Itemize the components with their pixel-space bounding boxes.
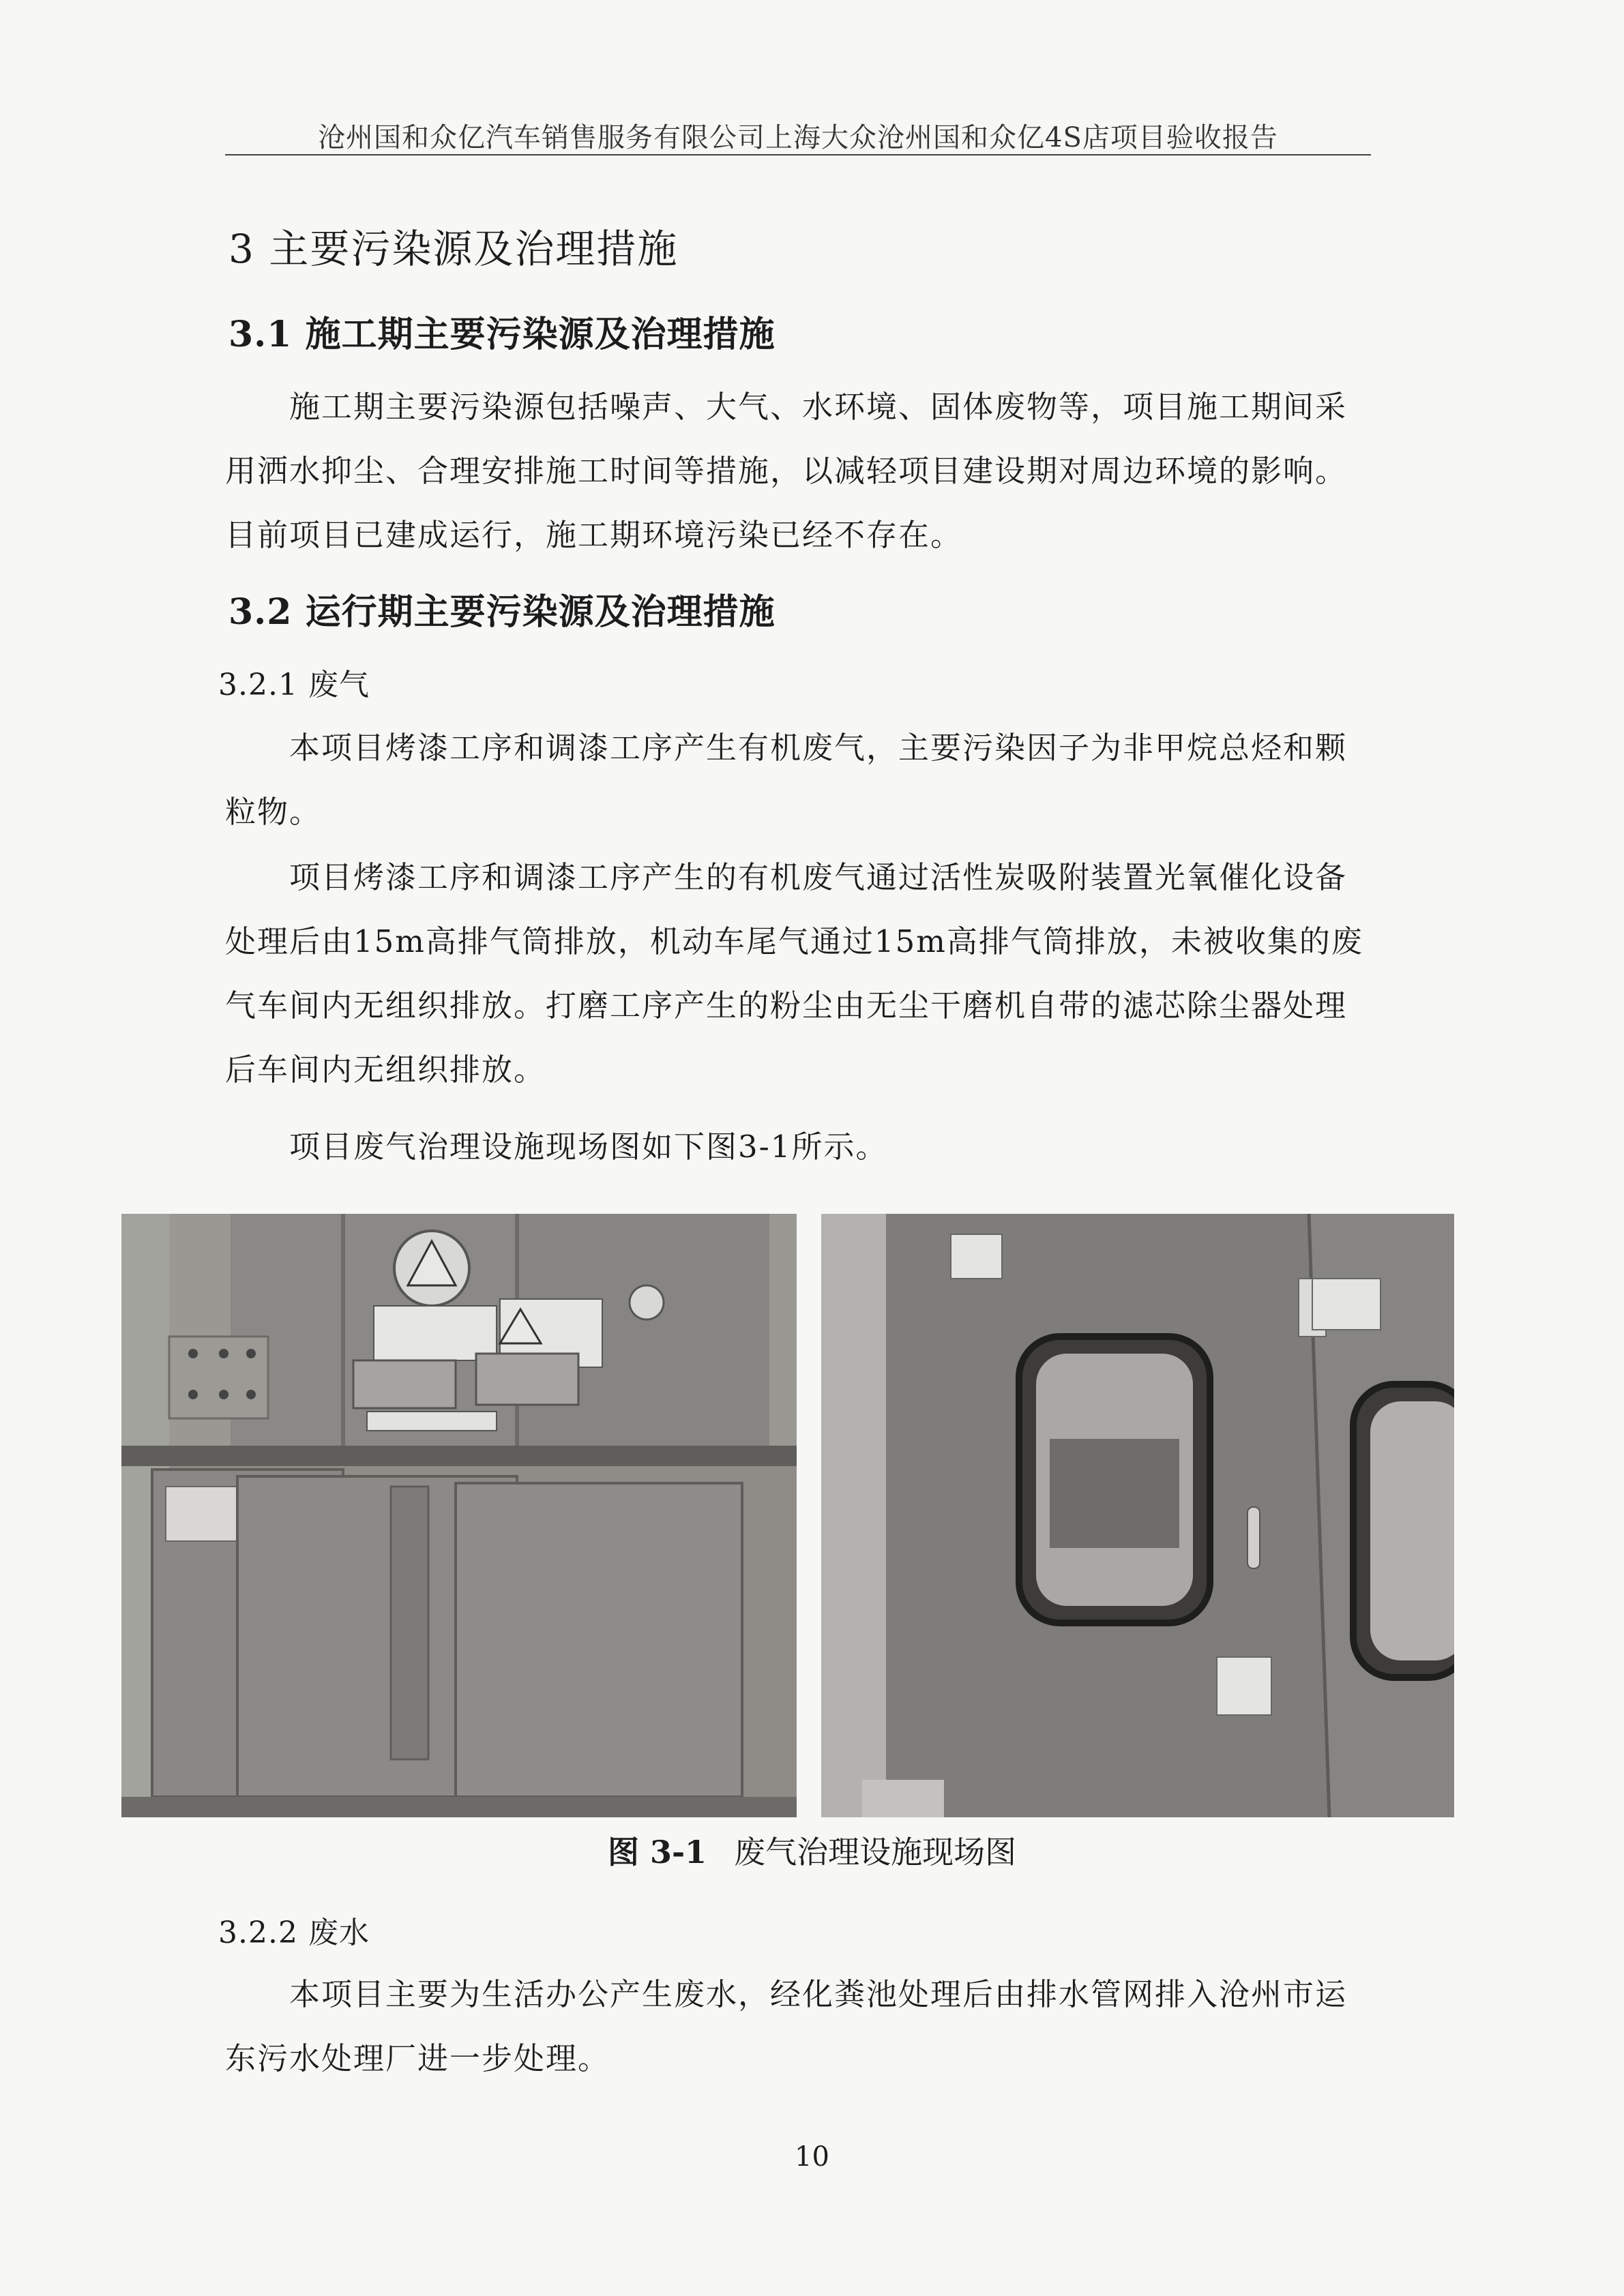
figure-title: 废气治理设施现场图 <box>734 1834 1017 1870</box>
section-3-1-paragraph: 施工期主要污染源包括噪声、大气、水环境、固体废物等，项目施工期间采用洒水抑尘、合理安排施工时间等措施，以减轻项目建设期对周边环境的影响。目前项目已建成运行，施工期环境污染已经不存在。 <box>225 389 1348 553</box>
section-3-heading: 3 主要污染源及治理措施 <box>228 226 679 272</box>
section-3-2-2-paragraph: 本项目主要为生活办公产生废水，经化粪池处理后由排水管网排入沧州市运东污水处理厂进一步处理。 <box>225 1976 1348 2076</box>
section-3-2-heading: 3.2 运行期主要污染源及治理措施 <box>228 591 776 633</box>
figure-caption <box>0 1828 1624 1873</box>
photo-spray-booth-door <box>821 1214 1454 1817</box>
photo-treatment-equipment <box>121 1214 797 1817</box>
running-header: 沧州国和众亿汽车销售服务有限公司上海大众沧州国和众亿4S店项目验收报告 <box>318 122 1278 153</box>
figure-number: 图 3-1 <box>607 1834 707 1870</box>
header-rule <box>225 154 1371 155</box>
page-number: 10 <box>795 2141 829 2173</box>
section-3-2-2-heading: 3.2.2 废水 <box>218 1915 370 1950</box>
section-3-2-1-paragraph-2: 项目烤漆工序和调漆工序产生的有机废气通过活性炭吸附装置光氧催化设备处理后由15m高排气筒排放，机动车尾气通过15m高排气筒排放，未被收集的废气车间内无组织排放。打磨工序产生的粉尘由无尘干磨机自带的滤芯除尘器处理后车间内无组织排放。 <box>225 859 1363 1088</box>
section-3-1-heading: 3.1 施工期主要污染源及治理措施 <box>228 314 776 355</box>
section-3-2-1-heading: 3.2.1 废气 <box>218 668 370 702</box>
section-3-2-1-paragraph-3: 项目废气治理设施现场图如下图3-1所示。 <box>289 1129 888 1165</box>
section-3-2-1-paragraph-1: 本项目烤漆工序和调漆工序产生有机废气，主要污染因子为非甲烷总烃和颗粒物。 <box>225 730 1348 830</box>
